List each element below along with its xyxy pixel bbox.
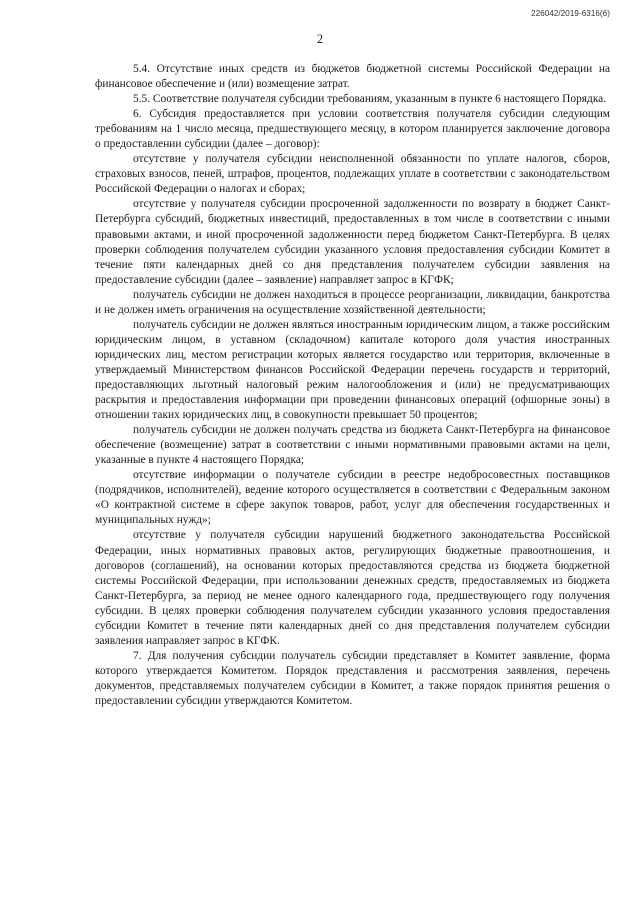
document-registration-code: 226042/2019-6316(6) <box>531 9 610 18</box>
paragraph-7: 7. Для получения субсидии получатель субсидии представляет в Комитет заявление, форма которого утверждается Комитетом. Порядок представления и рассмотрения заявления, перечень документов, представляемых получателем субсидии в Комитет, а также порядок принятия решения о предоставлении субсидии утверждаются Комитетом. <box>95 649 610 707</box>
requirement-no-reorganization: получатель субсидии не должен находиться в процессе реорганизации, ликвидации, банкротства и не должен иметь ограничения на осуществление хозяйственной деятельности; <box>95 288 610 316</box>
paragraph-5-5: 5.5. Соответствие получателя субсидии требованиям, указанным в пункте 6 настоящего Порядка. <box>133 93 607 106</box>
requirement-no-budget-violations: отсутствие у получателя субсидии нарушений бюджетного законодательства Российской Федерации, иных нормативных правовых актов, регулирующих бюджетные правоотношения, и договоров (соглашений), на основании которых предоставляются средства из бюджета бюджетной системы Российской Федерации, при использовании денежных средств, предоставляемых из бюджета Санкт-Петербурга, за период не менее одного календарного года, предшествующего году получения субсидии. В целях проверки соблюдения получателем субсидии указанного условия предоставления субсидии Комитет в течение пяти календарных дней со дня представления получателем субсидии заявления направляет запрос в КГФК. <box>95 529 610 647</box>
document-body <box>95 62 610 709</box>
paragraph-5-4: 5.4. Отсутствие иных средств из бюджетов бюджетной системы Российской Федерации на финансовое обеспечение и (или) возмещение затрат. <box>95 63 610 91</box>
requirement-not-foreign-entity: получатель субсидии не должен являться иностранным юридическим лицом, а также российским юридическим лицом, в уставном (складочном) капитале которого доля участия иностранных юридических лиц, местом регистрации которых является государство или территория, включенные в утверждаемый Министерством финансов Российской Федерации перечень государств и территорий, предоставляющих льготный налоговый режим налогообложения и (или) не предусматривающих раскрытия и предоставления информации при проведении финансовых операций (офшорные зоны) в отношении таких юридических лиц, в совокупности превышает 50 процентов; <box>95 318 610 422</box>
requirement-no-tax-debt: отсутствие у получателя субсидии неисполненной обязанности по уплате налогов, сборов, страховых взносов, пеней, штрафов, процентов, подлежащих уплате в соответствии с законодательством Российской Федерации о налогах и сборах; <box>95 153 610 196</box>
paragraph-6: 6. Субсидия предоставляется при условии соответствия получателя субсидии следующим требованиям на 1 число месяца, предшествующего месяцу, в котором планируется заключение договора о предоставлении субсидии (далее – договор): <box>95 108 610 151</box>
requirement-no-duplicate-funding: получатель субсидии не должен получать средства из бюджета Санкт-Петербурга на финансовое обеспечение (возмещение) затрат в соответствии с иными нормативными правовыми актами на цели, указанные в пункте 4 настоящего Порядка; <box>95 424 610 467</box>
requirement-not-in-unfair-suppliers-registry: отсутствие информации о получателе субсидии в реестре недобросовестных поставщиков (подрядчиков, исполнителей), ведение которого осуществляется в соответствии с Федеральным законом «О контрактной системе в сфере закупок товаров, работ, услуг для обеспечения государственных и муниципальных нужд»; <box>95 469 610 527</box>
page-number: 2 <box>316 32 324 46</box>
requirement-no-overdue-debt: отсутствие у получателя субсидии просроченной задолженности по возврату в бюджет Санкт-Петербурга субсидий, бюджетных инвестиций, предоставленных в том числе в соответствии с иными правовыми актами, и иной просроченной задолженности перед бюджетом Санкт-Петербурга. В целях проверки соблюдения получателем субсидии указанного условия предоставления субсидии Комитет в течение пяти календарных дней со дня представления получателем субсидии заявления на предоставление субсидии (далее – заявление) направляет запрос в КГФК; <box>95 198 610 286</box>
